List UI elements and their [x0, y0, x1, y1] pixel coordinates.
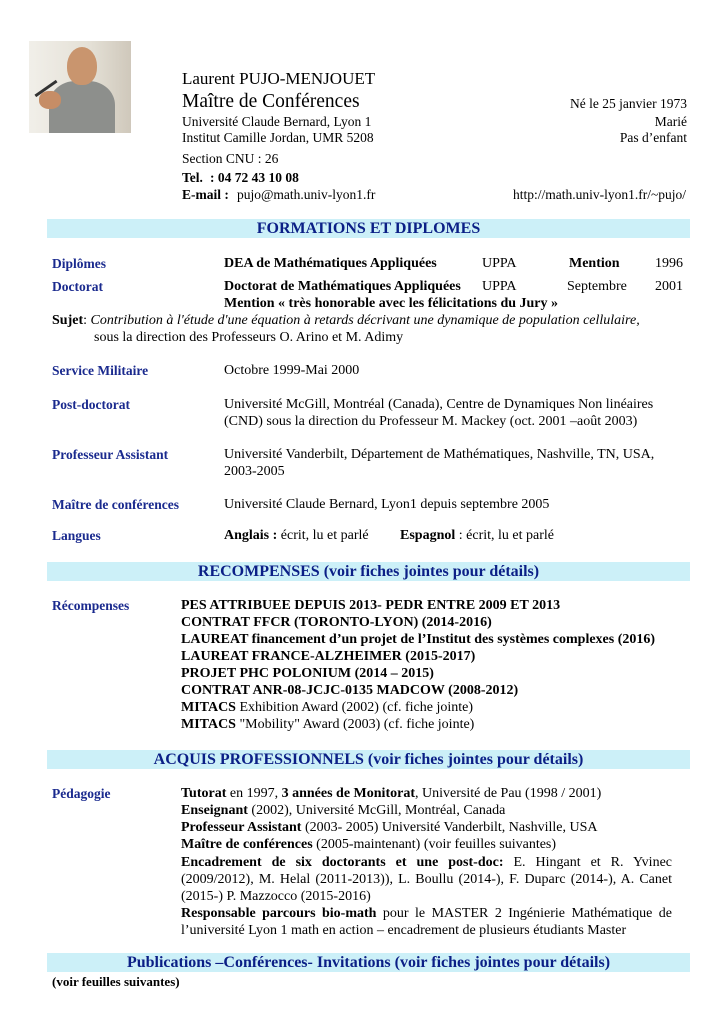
- espagnol-text: : écrit, lu et parlé: [458, 528, 554, 543]
- encadrement-text: E. Hingant et R. Yvinec (2009/2012), M. Helal (2011-2013)), L. Boullu (2014-), F. Duparc (2014-), A. Canet (2015-) P. Mazzocco (2015-2016): [181, 855, 673, 904]
- doctorat-month: Septembre: [567, 279, 627, 294]
- pedagogie-line-2: [181, 803, 505, 819]
- recompense-item: CONTRAT FFCR (TORONTO-LYON) (2014-2016): [181, 615, 492, 630]
- tel-label: Tel.: [182, 170, 203, 185]
- mitacs-text: Exhibition Award (2002) (cf. fiche jointe): [239, 700, 474, 715]
- recompense-item: PROJET PHC POLONIUM (2014 – 2015): [181, 666, 434, 681]
- langues-label: Langues: [52, 528, 101, 543]
- institute: Institut Camille Jordan, UMR 5208: [182, 130, 374, 145]
- diplomes-mention: Mention: [569, 256, 620, 271]
- recompense-mitacs-2: [181, 717, 474, 733]
- recompense-item: LAUREAT FRANCE-ALZHEIMER (2015-2017): [181, 649, 476, 664]
- tel-value: : 04 72 43 10 08: [210, 170, 299, 185]
- person-name: Laurent PUJO-MENJOUET: [182, 69, 376, 88]
- pedagogie-responsable: [181, 905, 672, 939]
- monitorat-text: , Université de Pau (1998 / 2001): [415, 786, 602, 801]
- pedagogie-line-1: [181, 786, 601, 802]
- maitre-text: Université Claude Bernard, Lyon1 depuis septembre 2005: [224, 497, 550, 512]
- tutorat-text: en 1997,: [229, 786, 279, 801]
- doctorat-year: 2001: [655, 279, 683, 294]
- encadrement-bold: Encadrement de six doctorants et une post-doc:: [181, 855, 504, 870]
- university: Université Claude Bernard, Lyon 1: [182, 114, 372, 129]
- marital-status: Marié: [654, 114, 687, 129]
- monitorat-bold: 3 années de Monitorat: [281, 786, 415, 801]
- pedagogie-encadrement: [181, 854, 672, 905]
- recompense-mitacs-1: [181, 700, 473, 716]
- pedagogie-label: Pédagogie: [52, 786, 111, 801]
- section-title-formations: FORMATIONS ET DIPLOMES: [256, 220, 481, 237]
- langues-espagnol: [400, 528, 554, 544]
- section-title-publications: Publications –Conférences- Invitations (voir fiches jointes pour détails): [126, 954, 611, 971]
- mitacs-label: MITACS: [181, 700, 236, 715]
- recompense-item: CONTRAT ANR-08-JCJC-0135 MADCOW (2008-2012): [181, 683, 519, 698]
- postdoc-label: Post-doctorat: [52, 397, 130, 412]
- diplomes-place: UPPA: [482, 256, 517, 271]
- profile-photo: [29, 41, 131, 133]
- email-value[interactable]: pujo@math.univ-lyon1.fr: [237, 187, 376, 202]
- doctorat-mention: Mention « très honorable avec les félicitations du Jury »: [224, 296, 559, 311]
- children-status: Pas d’enfant: [619, 130, 687, 145]
- website-link[interactable]: http://math.univ-lyon1.fr/~pujo/: [512, 187, 686, 202]
- espagnol-label: Espagnol: [400, 528, 456, 543]
- diplomes-title: DEA de Mathématiques Appliquées: [224, 256, 437, 271]
- responsable-bold: Responsable parcours bio-math: [181, 906, 377, 921]
- mitacs-text: "Mobility" Award (2003) (cf. fiche jointe): [239, 717, 475, 732]
- footer-note: (voir feuilles suivantes): [52, 974, 180, 989]
- recompenses-label: Récompenses: [52, 598, 130, 613]
- mitacs-label: MITACS: [181, 717, 236, 732]
- anglais-text: écrit, lu et parlé: [280, 528, 369, 543]
- assistant-line1: Université Vanderbilt, Département de Mathématiques, Nashville, TN, USA,: [224, 447, 655, 462]
- recompense-item: PES ATTRIBUEE DEPUIS 2013- PEDR ENTRE 2009 ET 2013: [181, 598, 561, 613]
- service-label: Service Militaire: [52, 363, 149, 378]
- diplomes-label: Diplômes: [52, 256, 106, 271]
- maitre-label: Maître de conférences: [52, 497, 179, 512]
- doctorat-title: Doctorat de Mathématiques Appliquées: [224, 279, 461, 294]
- assistant-line2: 2003-2005: [224, 464, 285, 479]
- diplomes-year: 1996: [655, 256, 683, 271]
- langues-anglais: [224, 528, 369, 544]
- maitre-bold: Maître de conférences: [181, 837, 313, 852]
- anglais-label: Anglais :: [224, 528, 278, 543]
- sujet-text: Contribution à l'étude d'une équation à retards décrivant une dynamique de population cellulaire,: [90, 313, 640, 328]
- assistant-text: (2003- 2005) Université Vanderbilt, Nashville, USA: [304, 820, 598, 835]
- sujet-line: Sujet: Contribution à l'étude d'une équation à retards décrivant une dynamique de population cellulaire,: [52, 313, 640, 328]
- email-label: E-mail :: [182, 187, 229, 202]
- assistant-bold: Professeur Assistant: [181, 820, 302, 835]
- pedagogie-line-3: [181, 820, 597, 836]
- service-text: Octobre 1999-Mai 2000: [224, 363, 360, 378]
- sujet-label: Sujet: [52, 313, 84, 328]
- enseignant-bold: Enseignant: [181, 803, 248, 818]
- pedagogie-line-4: [181, 837, 556, 853]
- maitre-text: (2005-maintenant) (voir feuilles suivantes): [316, 837, 557, 852]
- tutorat-bold: Tutorat: [181, 786, 227, 801]
- responsable-text: pour le MASTER 2 Ingénierie Mathématique de l’université Lyon 1 math en action – encadrement de plusieurs étudiants Master: [181, 906, 672, 938]
- section-title-acquis: ACQUIS PROFESSIONNELS (voir fiches jointes pour détails): [153, 751, 584, 768]
- job-title: Maître de Conférences: [182, 91, 360, 112]
- section-cnu: Section CNU : 26: [182, 151, 279, 166]
- section-title-recompenses: RECOMPENSES (voir fiches jointes pour détails): [197, 563, 540, 580]
- postdoc-line1: Université McGill, Montréal (Canada), Centre de Dynamiques Non linéaires: [224, 397, 654, 412]
- recompense-item: LAUREAT financement d’un projet de l’Institut des systèmes complexes (2016): [181, 632, 656, 647]
- assistant-label: Professeur Assistant: [52, 447, 169, 462]
- sujet-direction: sous la direction des Professeurs O. Arino et M. Adimy: [94, 330, 404, 345]
- postdoc-line2: (CND) sous la direction du Professeur M. Mackey (oct. 2001 –août 2003): [224, 414, 638, 429]
- doctorat-place: UPPA: [482, 279, 517, 294]
- enseignant-text: (2002), Université McGill, Montréal, Canada: [251, 803, 506, 818]
- birth-date: Né le 25 janvier 1973: [570, 96, 687, 111]
- doctorat-label: Doctorat: [52, 279, 103, 294]
